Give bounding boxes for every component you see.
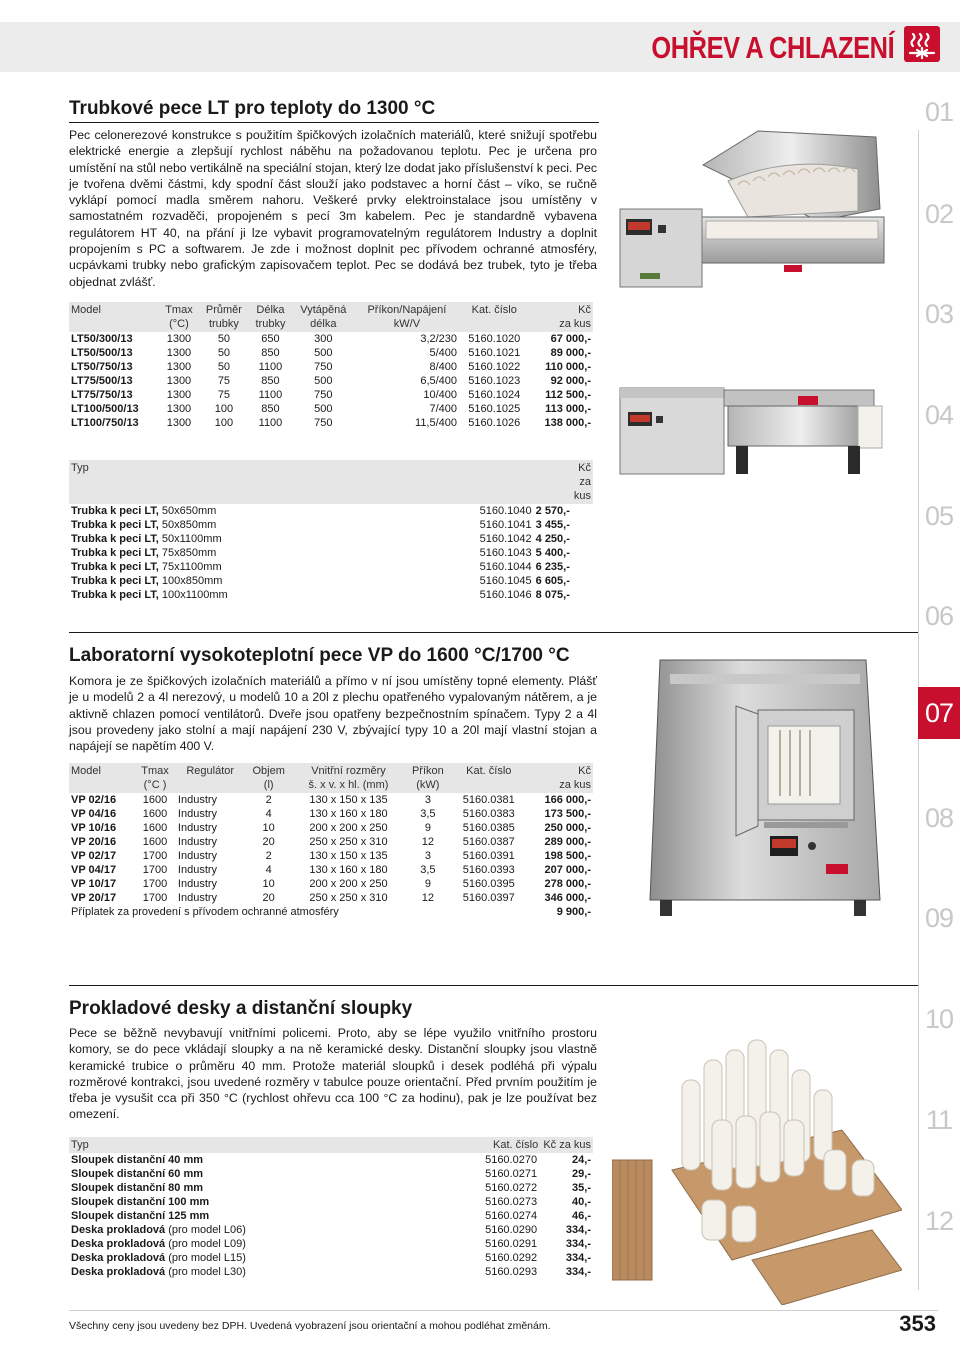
item-size: 100x850mm bbox=[161, 575, 223, 587]
table-cell: 250 x 250 x 310 bbox=[309, 836, 388, 848]
section-title-high-temp-furnaces: Laboratorní vysokoteplotní pece VP do 1600 °C/1700 °C bbox=[69, 645, 570, 666]
table-cell bbox=[69, 560, 478, 574]
tubes-table bbox=[69, 460, 593, 602]
table-cell: 5160.1045 bbox=[479, 575, 532, 587]
col-header bbox=[534, 460, 572, 504]
table-cell: 1300 bbox=[166, 347, 192, 359]
col-header: Kč za kus bbox=[540, 1137, 593, 1153]
table-cell bbox=[69, 1265, 479, 1279]
item-name: Deska prokladová bbox=[71, 1238, 166, 1250]
chapter-tab-10[interactable]: 10 bbox=[924, 1004, 954, 1034]
heating-cooling-icon bbox=[904, 26, 940, 62]
table-row bbox=[69, 546, 593, 560]
table-cell: 10/400 bbox=[423, 389, 458, 401]
table-cell: 7/400 bbox=[429, 403, 458, 415]
chapter-tab-07[interactable]: 07 bbox=[918, 687, 960, 739]
table-row bbox=[69, 532, 593, 546]
ceramic-posts-image bbox=[612, 1020, 902, 1305]
item-note: (pro model L30) bbox=[168, 1266, 246, 1278]
table-cell: 5160.1041 bbox=[479, 519, 532, 531]
table-row bbox=[69, 821, 593, 835]
table-cell: 8/400 bbox=[429, 361, 458, 373]
table-cell: Industry bbox=[177, 808, 218, 820]
section-paragraph: Komora je ze špičkových izolačních materiálů a přímo v ní jsou umístěny topné elementy. Plášť je u modelů 2 a 4l nerezový, u modelů 10 a 20l z plechu opatřeného vypalovaným nátěrem, a je aktivně chlazen pomocí ventilátorů. Dveře jsou opatřeny bezpečnostním spínačem. Typy 2 a 4l jsou provedeny jako stolní a mají napájení 230 V, zbývající typy 10 a 20l mají vlastní stojan a napájejí se napětím 400 V. bbox=[69, 674, 597, 754]
table-row bbox=[69, 793, 593, 807]
table-row bbox=[69, 807, 593, 821]
table-cell: 1300 bbox=[166, 389, 192, 401]
table-row bbox=[69, 402, 593, 416]
table-row bbox=[69, 504, 593, 518]
table-cell: 5160.0270 bbox=[485, 1154, 538, 1166]
col-header: Kat. číslo bbox=[483, 1137, 540, 1153]
table-cell: 5160.1042 bbox=[479, 533, 532, 545]
item-name: Trubka k peci LT, bbox=[71, 589, 159, 601]
table-cell: 113 000,- bbox=[545, 403, 591, 415]
chapter-tab-01[interactable]: 01 bbox=[924, 97, 954, 127]
table-cell: 11,5/400 bbox=[415, 417, 458, 429]
table-cell: 850 bbox=[261, 347, 280, 359]
tube-furnace-table bbox=[69, 302, 593, 430]
table-cell bbox=[69, 574, 478, 588]
table-row bbox=[69, 1223, 593, 1237]
table-cell: LT100/750/13 bbox=[71, 417, 139, 429]
table-cell: 500 bbox=[314, 375, 333, 387]
table-cell: 750 bbox=[314, 389, 333, 401]
table-cell: 1700 bbox=[142, 892, 168, 904]
table-cell: 92 000,- bbox=[550, 375, 591, 387]
table-cell: 35,- bbox=[572, 1182, 591, 1194]
table-cell: Industry bbox=[177, 892, 218, 904]
col-header: Vytápěná délka bbox=[292, 302, 355, 332]
table-cell: 6 235,- bbox=[535, 561, 570, 573]
section-title-tube-furnaces: Trubkové pece LT pro teploty do 1300 °C bbox=[69, 98, 436, 119]
table-cell: 5160.0272 bbox=[485, 1182, 538, 1194]
table-row bbox=[69, 360, 593, 374]
item-name: Sloupek distanční 80 mm bbox=[71, 1182, 204, 1194]
table-cell: 9 bbox=[424, 822, 431, 834]
table-cell: 89 000,- bbox=[550, 347, 591, 359]
high-temp-furnace-image bbox=[640, 650, 886, 936]
table-cell: 5160.0393 bbox=[462, 864, 515, 876]
table-row bbox=[69, 374, 593, 388]
table-cell: 2 570,- bbox=[535, 505, 570, 517]
table-cell: 5160.1040 bbox=[479, 505, 532, 517]
col-header: Regulátor bbox=[176, 763, 245, 793]
table-cell: 100 bbox=[214, 417, 234, 429]
table-cell: 334,- bbox=[565, 1252, 591, 1264]
section-title-shelves-posts: Prokladové desky a distanční sloupky bbox=[69, 998, 413, 1019]
table-row bbox=[69, 1251, 593, 1265]
table-cell: LT50/300/13 bbox=[71, 333, 133, 345]
table-cell: 850 bbox=[261, 403, 280, 415]
tube-furnace-closed-image bbox=[618, 382, 886, 482]
table-cell: 130 x 150 x 135 bbox=[309, 794, 388, 806]
table-cell: 166 000,- bbox=[544, 794, 591, 806]
table-cell: 4 250,- bbox=[535, 533, 570, 545]
table-cell: 1300 bbox=[166, 403, 192, 415]
table-cell: 1300 bbox=[166, 417, 192, 429]
table-cell bbox=[69, 1237, 479, 1251]
table-cell: 1600 bbox=[142, 808, 168, 820]
col-header: Tmax (°C ) bbox=[134, 763, 176, 793]
table-cell: 40,- bbox=[572, 1196, 591, 1208]
surcharge-row bbox=[69, 905, 593, 919]
table-cell: 67 000,- bbox=[550, 333, 591, 345]
table-cell: 1100 bbox=[258, 389, 283, 401]
table-cell: 500 bbox=[314, 403, 333, 415]
item-name: Sloupek distanční 60 mm bbox=[71, 1168, 204, 1180]
item-name: Deska prokladová bbox=[71, 1224, 166, 1236]
item-size: 75x1100mm bbox=[161, 561, 222, 573]
chapter-title: OHŘEV A CHLAZENÍ bbox=[651, 30, 894, 65]
table-cell: 5160.0293 bbox=[485, 1266, 538, 1278]
table-cell: 5160.1025 bbox=[468, 403, 521, 415]
table-cell: 5160.0385 bbox=[462, 822, 515, 834]
table-header-row bbox=[69, 460, 593, 504]
item-name: Sloupek distanční 40 mm bbox=[71, 1154, 204, 1166]
table-cell: 300 bbox=[314, 333, 333, 345]
table-cell: 1300 bbox=[166, 375, 192, 387]
table-cell bbox=[69, 504, 478, 518]
col-header: Typ bbox=[69, 1137, 479, 1153]
item-name: Trubka k peci LT, bbox=[71, 533, 159, 545]
table-cell: 8 075,- bbox=[535, 589, 570, 601]
table-cell: 6,5/400 bbox=[420, 375, 458, 387]
col-header: Objem (l) bbox=[245, 763, 293, 793]
table-cell bbox=[69, 1181, 479, 1195]
table-cell: 4 bbox=[265, 864, 272, 876]
table-cell: 5160.0290 bbox=[485, 1224, 538, 1236]
table-cell: 1300 bbox=[166, 333, 192, 345]
table-cell: 110 000,- bbox=[545, 361, 591, 373]
table-row bbox=[69, 588, 593, 602]
chapter-tab-08[interactable]: 08 bbox=[924, 803, 954, 833]
table-cell bbox=[69, 588, 478, 602]
table-cell: 10 bbox=[262, 878, 275, 890]
table-row bbox=[69, 346, 593, 360]
table-cell: 1600 bbox=[142, 836, 168, 848]
table-cell: 12 bbox=[421, 892, 434, 904]
table-cell: 75 bbox=[217, 389, 231, 401]
table-cell: VP 20/16 bbox=[71, 836, 117, 848]
section-rule bbox=[69, 985, 918, 986]
table-cell: Industry bbox=[177, 878, 218, 890]
table-row bbox=[69, 1153, 593, 1167]
table-cell: 200 x 200 x 250 bbox=[309, 822, 388, 834]
col-header: Délka trubky bbox=[249, 302, 292, 332]
table-cell: 1100 bbox=[258, 361, 283, 373]
table-cell: VP 02/16 bbox=[71, 794, 117, 806]
table-cell: 5160.1024 bbox=[468, 389, 521, 401]
table-cell: 1100 bbox=[258, 417, 283, 429]
table-cell: 3 455,- bbox=[535, 519, 570, 531]
table-cell: 5160.1046 bbox=[479, 589, 532, 601]
table-cell bbox=[69, 532, 478, 546]
footer-rule bbox=[69, 1310, 938, 1311]
table-cell: 278 000,- bbox=[544, 878, 591, 890]
table-cell: VP 04/17 bbox=[71, 864, 117, 876]
table-cell: 5/400 bbox=[429, 347, 458, 359]
table-cell bbox=[69, 1251, 479, 1265]
item-name: Deska prokladová bbox=[71, 1252, 166, 1264]
table-cell: 5160.0395 bbox=[462, 878, 515, 890]
table-cell: 5160.1043 bbox=[479, 547, 532, 559]
col-header bbox=[478, 460, 534, 504]
table-cell: 130 x 150 x 135 bbox=[309, 850, 388, 862]
table-row bbox=[69, 1167, 593, 1181]
table-cell: 750 bbox=[314, 417, 333, 429]
col-header: Kč za kus bbox=[529, 302, 593, 332]
table-cell: 50 bbox=[217, 347, 231, 359]
table-cell: Industry bbox=[177, 822, 218, 834]
item-name: Trubka k peci LT, bbox=[71, 561, 159, 573]
table-cell: 334,- bbox=[565, 1224, 591, 1236]
table-row bbox=[69, 891, 593, 905]
posts-shelves-table bbox=[69, 1137, 593, 1279]
table-cell: 5160.0383 bbox=[462, 808, 515, 820]
table-cell: 5 400,- bbox=[535, 547, 570, 559]
high-temp-furnace-table bbox=[69, 763, 593, 919]
chapter-tab-06[interactable]: 06 bbox=[924, 601, 954, 631]
table-cell bbox=[69, 1195, 479, 1209]
col-header: Příkon (kW) bbox=[404, 763, 452, 793]
chapter-tab-09[interactable]: 09 bbox=[924, 903, 954, 933]
table-row bbox=[69, 518, 593, 532]
item-name: Deska prokladová bbox=[71, 1266, 166, 1278]
col-header: Kč za kus bbox=[526, 763, 593, 793]
table-row bbox=[69, 849, 593, 863]
table-cell: 20 bbox=[262, 836, 275, 848]
surcharge-label: Příplatek za provedení s přívodem ochranné atmosféry bbox=[71, 906, 339, 918]
item-size: 50x650mm bbox=[161, 505, 217, 517]
table-row bbox=[69, 416, 593, 430]
table-cell: LT75/500/13 bbox=[71, 375, 133, 387]
table-cell: 289 000,- bbox=[544, 836, 591, 848]
table-header-row bbox=[69, 302, 593, 332]
table-cell: 112 500,- bbox=[545, 389, 591, 401]
table-cell: 4 bbox=[265, 808, 272, 820]
table-cell: 1700 bbox=[142, 864, 168, 876]
surcharge-price: 9 900,- bbox=[556, 906, 591, 918]
table-header-row bbox=[69, 763, 593, 793]
table-row bbox=[69, 388, 593, 402]
table-cell: VP 10/16 bbox=[71, 822, 117, 834]
table-row bbox=[69, 877, 593, 891]
table-cell: 5160.0271 bbox=[485, 1168, 538, 1180]
tube-furnace-open-image bbox=[618, 125, 886, 290]
table-cell: 5160.0274 bbox=[485, 1210, 538, 1222]
table-cell: 750 bbox=[314, 361, 333, 373]
table-cell: 130 x 160 x 180 bbox=[309, 808, 388, 820]
table-cell: LT75/750/13 bbox=[71, 389, 133, 401]
table-cell: VP 04/16 bbox=[71, 808, 117, 820]
table-cell: 5160.0387 bbox=[462, 836, 515, 848]
table-row bbox=[69, 560, 593, 574]
table-cell: Industry bbox=[177, 864, 218, 876]
item-name: Trubka k peci LT, bbox=[71, 547, 159, 559]
table-cell: 5160.1022 bbox=[468, 361, 521, 373]
table-row bbox=[69, 863, 593, 877]
item-note: (pro model L06) bbox=[168, 1224, 246, 1236]
table-cell: LT100/500/13 bbox=[71, 403, 139, 415]
col-header: Průměr trubky bbox=[199, 302, 249, 332]
table-cell: 20 bbox=[262, 892, 275, 904]
item-name: Sloupek distanční 100 mm bbox=[71, 1196, 210, 1208]
col-header: Kat. číslo bbox=[452, 763, 526, 793]
table-row bbox=[69, 1195, 593, 1209]
table-cell bbox=[69, 1153, 479, 1167]
table-cell: 1700 bbox=[142, 878, 168, 890]
section-rule bbox=[69, 632, 918, 633]
item-name: Sloupek distanční 125 mm bbox=[71, 1210, 210, 1222]
table-header-row bbox=[69, 1137, 593, 1153]
col-header: Tmax (°C) bbox=[159, 302, 199, 332]
table-cell: 2 bbox=[265, 850, 272, 862]
table-cell: VP 02/17 bbox=[71, 850, 117, 862]
table-cell: 5160.1023 bbox=[468, 375, 521, 387]
col-header: Kat. číslo bbox=[459, 302, 529, 332]
table-cell: 10 bbox=[262, 822, 275, 834]
table-row bbox=[69, 332, 593, 346]
table-cell: 5160.1044 bbox=[479, 561, 532, 573]
section-paragraph: Pece se běžně nevybavují vnitřními policemi. Proto, aby se lépe využilo vnitřního prostoru komory, se do pece vkládají sloupky a na ně keramické desky. Distanční sloupky jsou vlastně keramické trubice o průměru 40 mm. Protože materiál sloupků i desek podléhá při výpalu rozměrové kontrakci, jsou uvedené rozměry v tabulce pouze orientační. Před prvním použitím je třeba je vysušit cca při 350 °C (rychlost ohřevu cca 100 °C za hodinu), pak je lze používat bez omezení. bbox=[69, 1026, 597, 1122]
table-cell: 5160.1026 bbox=[468, 417, 521, 429]
item-name: Trubka k peci LT, bbox=[71, 505, 159, 517]
table-cell: VP 20/17 bbox=[71, 892, 117, 904]
table-cell: 100 bbox=[214, 403, 234, 415]
table-cell: 334,- bbox=[565, 1266, 591, 1278]
table-cell: 3 bbox=[424, 794, 431, 806]
table-cell: 173 500,- bbox=[544, 808, 591, 820]
table-cell: 1700 bbox=[142, 850, 168, 862]
table-row bbox=[69, 1237, 593, 1251]
table-cell: 9 bbox=[424, 878, 431, 890]
item-size: 100x1100mm bbox=[161, 589, 228, 601]
table-cell: 198 500,- bbox=[544, 850, 591, 862]
table-row bbox=[69, 574, 593, 588]
table-cell: 130 x 160 x 180 bbox=[309, 864, 388, 876]
item-note: (pro model L09) bbox=[168, 1238, 246, 1250]
table-row bbox=[69, 1209, 593, 1223]
table-row bbox=[69, 1265, 593, 1279]
footer-note: Všechny ceny jsou uvedeny bez DPH. Uvedená vyobrazení jsou orientační a mohou podléhat změnám. bbox=[69, 1320, 551, 1332]
table-cell: LT50/500/13 bbox=[71, 347, 133, 359]
col-header: Typ bbox=[69, 460, 478, 504]
table-cell bbox=[69, 1167, 479, 1181]
chapter-tab-03[interactable]: 03 bbox=[924, 299, 954, 329]
page-number: 353 bbox=[899, 1311, 936, 1336]
item-size: 50x1100mm bbox=[161, 533, 222, 545]
table-cell: 50 bbox=[217, 333, 231, 345]
col-header: Model bbox=[69, 302, 159, 332]
table-cell: Industry bbox=[177, 836, 218, 848]
table-cell: 650 bbox=[261, 333, 280, 345]
table-cell: 334,- bbox=[565, 1238, 591, 1250]
table-cell: 5160.0381 bbox=[462, 794, 515, 806]
col-header: Model bbox=[69, 763, 134, 793]
table-cell: 75 bbox=[217, 375, 231, 387]
chapter-tab-04[interactable]: 04 bbox=[924, 400, 954, 430]
chapter-tab-05[interactable]: 05 bbox=[924, 501, 954, 531]
table-cell bbox=[69, 1209, 479, 1223]
item-name: Trubka k peci LT, bbox=[71, 575, 159, 587]
table-cell: 12 bbox=[421, 836, 434, 848]
table-cell: 5160.0292 bbox=[485, 1252, 538, 1264]
table-cell bbox=[69, 1223, 479, 1237]
table-cell: 250 x 250 x 310 bbox=[309, 892, 388, 904]
chapter-tab-02[interactable]: 02 bbox=[924, 199, 954, 229]
table-cell bbox=[69, 546, 478, 560]
table-cell: 346 000,- bbox=[544, 892, 591, 904]
item-note: (pro model L15) bbox=[168, 1252, 246, 1264]
col-header: Příkon/Napájení kW/V bbox=[355, 302, 459, 332]
table-cell: 6 605,- bbox=[535, 575, 570, 587]
table-cell: 2 bbox=[265, 794, 272, 806]
table-cell: Industry bbox=[177, 794, 218, 806]
table-cell: 5160.0397 bbox=[462, 892, 515, 904]
table-cell: 138 000,- bbox=[544, 417, 591, 429]
table-cell: 500 bbox=[314, 347, 333, 359]
table-cell: 850 bbox=[261, 375, 280, 387]
table-cell: 5160.0391 bbox=[462, 850, 515, 862]
table-cell: 3,5 bbox=[420, 864, 436, 876]
table-cell: 3 bbox=[424, 850, 431, 862]
table-cell: 5160.1021 bbox=[468, 347, 521, 359]
table-cell: Industry bbox=[177, 850, 218, 862]
table-cell: 3,2/230 bbox=[420, 333, 458, 345]
table-cell: LT50/750/13 bbox=[71, 361, 133, 373]
table-cell: 50 bbox=[217, 361, 231, 373]
table-cell: 207 000,- bbox=[544, 864, 591, 876]
section-rule bbox=[69, 122, 599, 123]
table-cell: 3,5 bbox=[420, 808, 436, 820]
item-size: 75x850mm bbox=[161, 547, 217, 559]
table-row bbox=[69, 1181, 593, 1195]
table-row bbox=[69, 835, 593, 849]
item-name: Trubka k peci LT, bbox=[71, 519, 159, 531]
table-cell: 29,- bbox=[572, 1168, 591, 1180]
item-size: 50x850mm bbox=[161, 519, 217, 531]
chapter-tab-12[interactable]: 12 bbox=[924, 1206, 954, 1236]
section-paragraph: Pec celonerezové konstrukce s použitím špičkových izolačních materiálů, které snižují spotřebu elektrické energie a zlepšují rychlost náběhu na požadovanou teplotu. Pec je určena pro umístění na stůl nebo vertikálně na speciální stojan, který lze dodat jako příslušenství k peci. Pec je tvořena dvěmi částmi, kdy spodní část slouží jako podstavec a horní část – víko, se ručně vyklápí pomocí madla směrem nahoru. Veškeré prvky elektroinstalace jsou umístěny v samostatném rozvaděči, propojeném s pecí 3m kabelem. Pec je standardně vybavena regulátorem HT 40, na přání ji lze vybavit programovatelným regulátorem Industry a doplnit propojením s PC a softwarem. Je zde i možnost doplnit pec přívodem ochranné atmosféry, ucpávkami trubky nebo grafickým zapisovačem teplot. Pec se dodává bez trubek, tyto je třeba objednat zvlášť. bbox=[69, 128, 597, 289]
table-cell: 5160.0291 bbox=[485, 1238, 538, 1250]
table-cell: 5160.1020 bbox=[468, 333, 521, 345]
table-cell: 46,- bbox=[572, 1210, 591, 1222]
table-cell: 5160.0273 bbox=[485, 1196, 538, 1208]
table-cell: VP 10/17 bbox=[71, 878, 117, 890]
table-cell: 250 000,- bbox=[544, 822, 591, 834]
table-cell: 200 x 200 x 250 bbox=[309, 878, 388, 890]
col-header: Kč za kus bbox=[573, 462, 592, 502]
chapter-tab-11[interactable]: 11 bbox=[925, 1105, 953, 1135]
table-cell: 1600 bbox=[142, 794, 168, 806]
table-cell: 24,- bbox=[572, 1154, 591, 1166]
table-cell: 1300 bbox=[166, 361, 192, 373]
table-cell: 1600 bbox=[142, 822, 168, 834]
table-cell bbox=[69, 518, 478, 532]
col-header: Vnitřní rozměry š. x v. x hl. (mm) bbox=[293, 763, 404, 793]
